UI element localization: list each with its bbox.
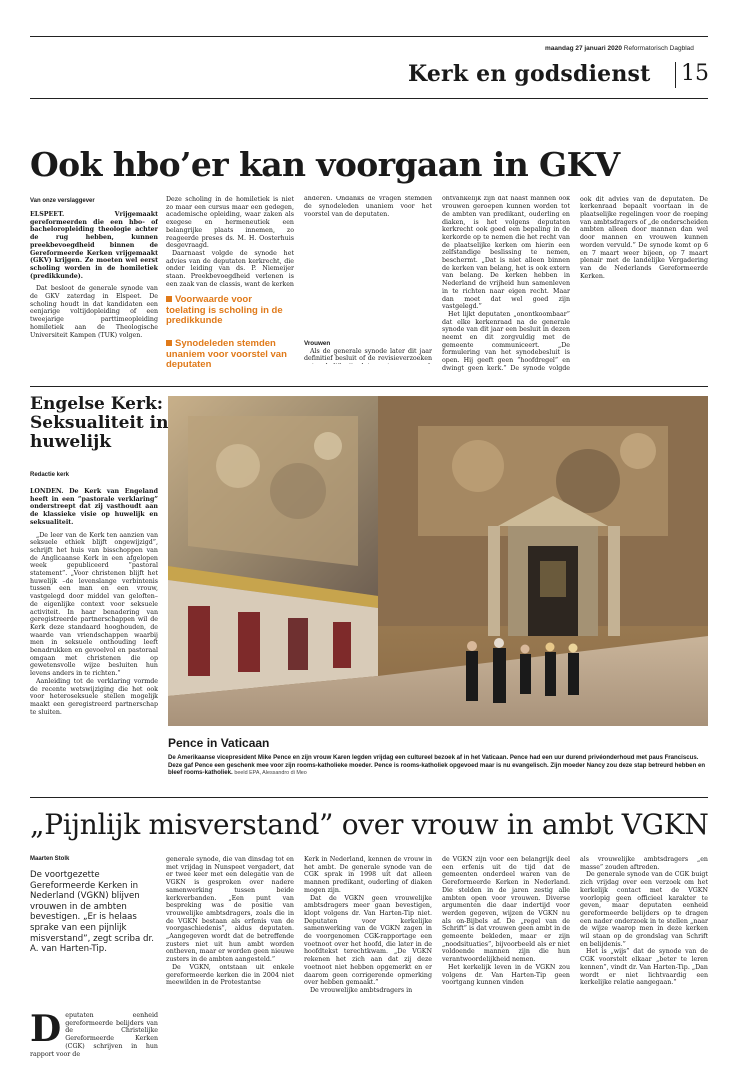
article3-intro: De voortgezette Gereformeerde Kerken in Nederland (VGKN) blijven vrouwen in de ambten bevestigen. „Er is helaas sprake van een pijnlijk misverstand”, zegt scriba dr. A. van Harten-Tip. [30, 870, 154, 955]
pull-quote-text: Synodeleden stemden unaniem voor voorstel van deputaten [166, 338, 287, 371]
pull-quote-1 [166, 295, 294, 327]
article1-paragraph: ook dit advies van de deputaten. De kerkenraad bepaalt voortaan in de plaatselijke regelingen voor de roeping van ambtsdragers of „de onderscheiden ambten alleen door mannen dan wel door mannen en vrouwen kunnen worden vervuld.” De synode komt op 6 en 7 maart weer bijeen, op 7 maart plenair met de landelijke Vergadering van de Nederlands Gereformeerde Kerken. [580, 196, 708, 280]
vatican-hall-illustration [168, 396, 708, 726]
article1-headline: Ook hbo’er kan voorgaan in GKV [30, 145, 620, 184]
article1-paragraph: ontvankelijk zijn dat naast mannen ook vrouwen geroepen kunnen worden tot de ambten van predikant, ouderling en diaken, is het volgens deputaten kerkrecht ook goed een bepaling in de kerkorde op te nemen die het recht van de plaatselijke kerken om hierin een zelfstandige beslissing te nemen, beschermt. „Dat is niet alleen binnen de kerken van belang, het is ook extern van belang. De kerken hebben in Nederland de vrijheid hun samenleven in te richten naar eigen recht. Maar dan moet dat wel goed zijn vastgelegd.” [442, 196, 570, 311]
article1-column-5 [580, 196, 708, 372]
article1-column-2 [166, 196, 294, 288]
pull-quote-2 [166, 339, 294, 371]
photo-title: Pence in Vaticaan [168, 736, 270, 750]
orange-square-icon [166, 340, 172, 346]
article3-paragraph: Dat de VGKN geen vrouwelijke ambtsdragers meer gaan bevestigen, klopt volgens dr. Van Harten-Tip niet. Deputaten voor kerkelijke samenwerking van de VGKN zagen in de voorgenomen CGK-rapportage een voetnoot over het hoofd, die later in de hoofdtekst terechtkwam. „De VGKN rekenen het zich aan dat zij deze voetnoot niet hebben opgemerkt en er daarom geen corrigerende opmerking over hebben gemaakt.” [304, 894, 432, 987]
article1-lead: ELSPEET. Vrijgemaakt gereformeerden die een hbo- of bacheloropleiding theologie achter de rug hebben, kunnen preekbevoegdheid binnen de Gereformeerde Kerken vrijgemaakt (GKV) krijgen. Ze moeten wel eerst scholing worden in de homiletiek (predikkunde). [30, 211, 158, 280]
article2-paragraph: „De leer van de Kerk ten aanzien van seksuele ethiek blijft ongewijzigd”, schrijft het huis van bisschoppen van de Anglicaanse Kerk in een afgelopen week gepubliceerd ”pastoral statement”. „Voor christenen blijft het huwelijk –de levenslange verbintenis tussen een man en een vrouw, vastgelegd door middel van geloften– de eigenlijke context voor seksuele activiteit. In haar benadering van geregistreerde partnerschappen wil de Kerk deze standaard hooghouden, de waarde van vriendschappen waarbij men in seksuele onthouding leeft benadrukken en gevoelvol en pastoraal omgaan met christenen die op gewetensvolle wijze besluiten hun levens anders in te richten.” [30, 531, 158, 678]
article1-paragraph: Dat besloot de generale synode van de GKV zaterdag in Elspeet. De scholing houdt in dat kandidaten een eenjarige voltijdopleiding of een tweejarige parttimeopleiding homiletiek aan de Theologische Universiteit Kampen (TUK) volgen. [30, 285, 158, 339]
article1-paragraph: Als de generale synode later dit jaar definitief besluit of de revisieverzoeken [304, 347, 432, 363]
article2-bottom-rule [30, 797, 708, 798]
article3-headline: „Pijnlijk misverstand” over vrouw in ambt VGKN [30, 808, 709, 841]
article1-bottom-rule [30, 386, 708, 387]
article1-subhead: Vrouwen [304, 340, 331, 347]
article3-paragraph: Kerk in Nederland, kennen de vrouw in het ambt. De generale synode van de CGK sprak in 1998 uit dat alleen mannen predikant, ouderling of diaken mogen zijn. [304, 856, 432, 894]
article3-paragraph: De generale synode van de CGK buigt zich vrijdag over een verzoek om het kerkelijk contact met de VGKN voorlopig geen officieel karakter te geven, maar deputaten eenheid gereformeerde belijders op te dragen een nader onderzoek in te stellen „naar de wijze waarop men in deze kerken wil staan op de grondslag van Schrift en belijdenis.” [580, 871, 708, 948]
article2-paragraph: Aanleiding tot de verklaring vormde de recente wetswijziging die het ook voor heteroseksuele stellen mogelijk maakt een geregistreerd partnerschap te sluiten. [30, 677, 158, 716]
article2-lead: LONDEN. De Kerk van Engeland heeft in een ”pastorale verklaring” onderstreept dat zij vasthoudt aan de klassieke visie op huwelijk en seksualiteit. [30, 488, 158, 526]
article3-paragraph: eputaten eenheid gereformeerde belijders van de Christelijke Gereformeerde Kerken (CGK) schrijven in hun rapport voor de [30, 1012, 158, 1058]
article3-byline: Maarten Stolk [30, 856, 70, 862]
article3-paragraph: generale synode, die van dinsdag tot en met vrijdag in Nunspeet vergadert, dat er twee keer met een delegatie van de VGKN is gesproken over nadere samenwerking tussen beide kerkverbanden. „Een punt van bespreking was de positie van vrouwelijke ambtsdragers, zoals die in de VGKN bestaan als erfenis van de voorgaschiedenis”, aldus deputaten. „Aangegeven wordt dat de betreffende zusters niet uit hun ambt worden ontheven, maar er worden geen nieuwe zusters in de ambten aangesteld.” [166, 856, 294, 964]
vatican-photo [168, 396, 708, 726]
article1-paragraph: Deze scholing in de homiletiek is niet zo maar een cursus maar een gedegen, academische opleiding, waar zaken als exegese en hermeneutiek een belangrijke plaats innemen, zo reageerde preses ds. M. H. Oosterhuis desgevraagd. [166, 196, 294, 250]
article3-column-3 [304, 856, 432, 1058]
article2-byline: Redactie kerk [30, 472, 70, 478]
article3-paragraph: Het is „wijs” dat de synode van de CGK voorstelt elkaar „beter te leren kennen”, vindt dr. Van Harten-Tip. „Dan wordt er niet lichtvaardig een kerkelijke relatie aangegaan.” [580, 948, 708, 987]
header-divider [675, 62, 676, 88]
article1-column-1 [30, 211, 158, 376]
article3-column-2 [166, 856, 294, 1058]
article1-paragraph: Daarnaast volgde de synode het advies van de deputaten kerkrecht, die onder leiding van ds. P. Niemeijer staan. Preekbevoegdheid verlenen is een zaak van de classis, want de kerken [166, 249, 294, 288]
article3-column-1 [30, 1012, 158, 1058]
page-number: 15 [681, 61, 709, 86]
article1-column-4 [442, 196, 570, 372]
header-date: maandag 27 januari 2020 [545, 45, 622, 52]
header-date-line [545, 45, 694, 52]
header-paper: Reformatorisch Dagblad [623, 45, 694, 52]
article3-paragraph: de VGKN zijn voor een belangrijk deel een erfenis uit de tijd dat de gemeenten onderdeel waren van de Gereformeerde Kerken in Nederland. Die stelden in de jaren zestig alle ambten open voor vrouwen. Diverse argumenten die daar indertijd voor werden gegeven, wijzen de VGKN nu als on-Bijbels af. De „regel van de Schrift” is dat vrouwen geen ambt in de gemeente bekleden, maar er zijn „noodsituaties”, bijvoorbeeld als er niet voldoende mannen zijn die hun verantwoordelijkheid nemen. [442, 856, 570, 964]
photo-caption [168, 754, 708, 778]
article2-headline: Engelse Kerk: Seksualiteit in huwelijk [30, 394, 169, 452]
article3-paragraph: als vrouwelijke ambtsdragers „en masse” zouden aftreden. [580, 856, 708, 871]
article3-column-4 [442, 856, 570, 1058]
article1-paragraph: Het lijkt deputaten „onontkoombaar” dat elke kerkenraad na de generale synode van dit jaar een besluit in dezen neemt en dit zorgvuldig met de gemeente communiceert. „De formulering van het synodebesluit is open. Hij geeft geen ”hoofdregel” en dwingt geen kerk.” De synode volgde [442, 310, 570, 372]
dropcap: D [30, 1012, 62, 1050]
photo-caption-text: De Amerikaanse vicepresident Mike Pence en zijn vrouw Karen legden vrijdag een cultureel bezoek af in het Vaticaan. Pence had een uur durend privéonderhoud met paus Franciscus. Deze gaf Pence een geschenk mee voor zijn rooms-katholieke moeder. Pence is rooms-katholiek opgevoed maar is nu evangelisch. Zijn moeder Nancy zou deze stap betreurd hebben en bleef rooms-katholiek. [168, 754, 706, 777]
article1-column-3b [304, 340, 432, 372]
article2-body [30, 488, 158, 813]
orange-square-icon [166, 296, 172, 302]
article1-byline: Van onze verslaggever [30, 198, 95, 204]
header-rule [30, 98, 708, 99]
pull-quote-text: Voorwaarde voor toelating is scholing in de predikkunde [166, 294, 283, 327]
article3-paragraph: Het kerkelijk leven in de VGKN zou volgens dr. Van Harten-Tip geen voortgang kunnen vinden [442, 963, 570, 987]
photo-credit: beeld EPA, Alessandro di Meo [234, 770, 307, 777]
top-rule [30, 36, 708, 37]
article3-paragraph: De VGKN, ontstaan uit enkele gereformeerde kerken die in 2004 niet meewilden in de Protestantse [166, 963, 294, 987]
article1-column-3 [304, 196, 432, 311]
article3-column-5 [580, 856, 708, 1058]
article1-paragraph: anderen. Ondanks de vragen stemden de synodeleden unaniem voor het voorstel van de deputaten. [304, 196, 432, 218]
article3-paragraph: De vrouwelijke ambtsdragers in [310, 986, 413, 994]
section-title: Kerk en godsdienst [408, 61, 651, 87]
